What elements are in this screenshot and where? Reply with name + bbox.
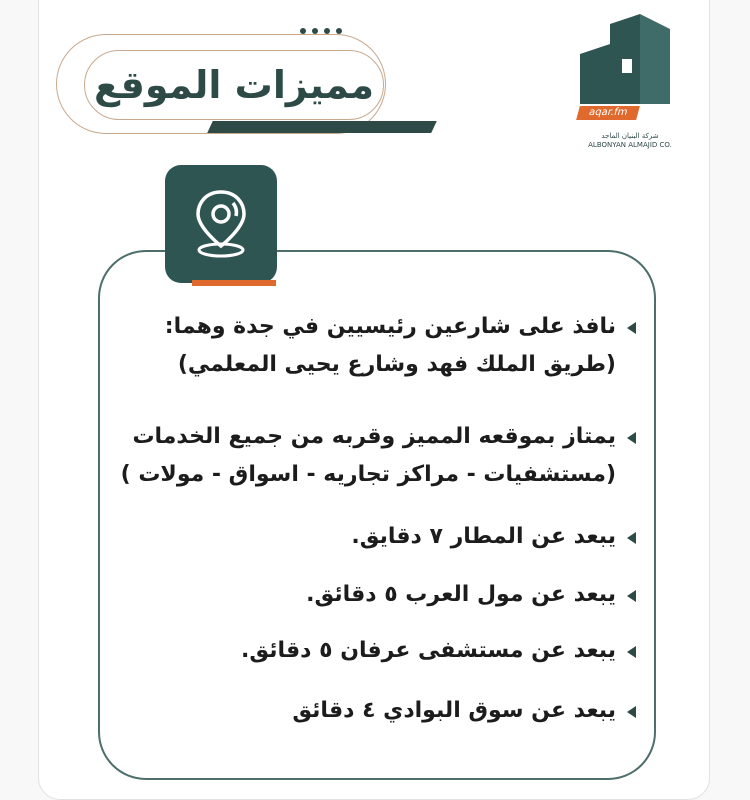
feature-line: يبعد عن المطار ٧ دقايق. — [351, 524, 616, 549]
title-underline — [207, 121, 437, 133]
logo-company-ar: شركة البنيان الماجد — [601, 132, 659, 140]
feature-line: (طريق الملك فهد وشارع يحيى المعلمي) — [177, 352, 616, 377]
feature-item — [120, 308, 636, 398]
page-title: مميزات الموقع — [93, 63, 375, 107]
features-list — [120, 308, 636, 732]
bullet-arrow-icon — [627, 590, 636, 602]
feature-item — [120, 418, 636, 518]
bullet-arrow-icon — [627, 432, 636, 444]
feature-item — [120, 632, 636, 692]
feature-line: نافذ على شارعين رئيسيين في جدة وهما: — [164, 314, 616, 339]
feature-line: يبعد عن مستشفى عرفان ٥ دقائق. — [241, 638, 616, 663]
location-pin-icon — [186, 184, 256, 264]
bullet-arrow-icon — [627, 646, 636, 658]
logo-company-en: ALBONYAN ALMAJID CO. — [588, 141, 672, 149]
bullet-arrow-icon — [627, 532, 636, 544]
bullet-arrow-icon — [627, 706, 636, 718]
feature-item — [120, 518, 636, 576]
location-icon-tile — [165, 165, 277, 283]
bullet-arrow-icon — [627, 322, 636, 334]
feature-line: (مستشفيات - مراكز تجاريه - اسواق - مولات ) — [120, 462, 616, 487]
feature-item — [120, 576, 636, 632]
company-logo — [570, 14, 700, 169]
logo-tag: aqar.fm — [576, 106, 640, 120]
building-logo-icon — [570, 14, 680, 114]
feature-item — [120, 692, 636, 732]
feature-line: يمتاز بموقعه المميز وقربه من جميع الخدمات — [132, 424, 616, 449]
feature-line: يبعد عن سوق البوادي ٤ دقائق — [292, 698, 616, 723]
icon-tile-accent-bar — [192, 280, 276, 286]
logo-caption — [570, 132, 690, 150]
feature-line: يبعد عن مول العرب ٥ دقائق. — [306, 582, 616, 607]
